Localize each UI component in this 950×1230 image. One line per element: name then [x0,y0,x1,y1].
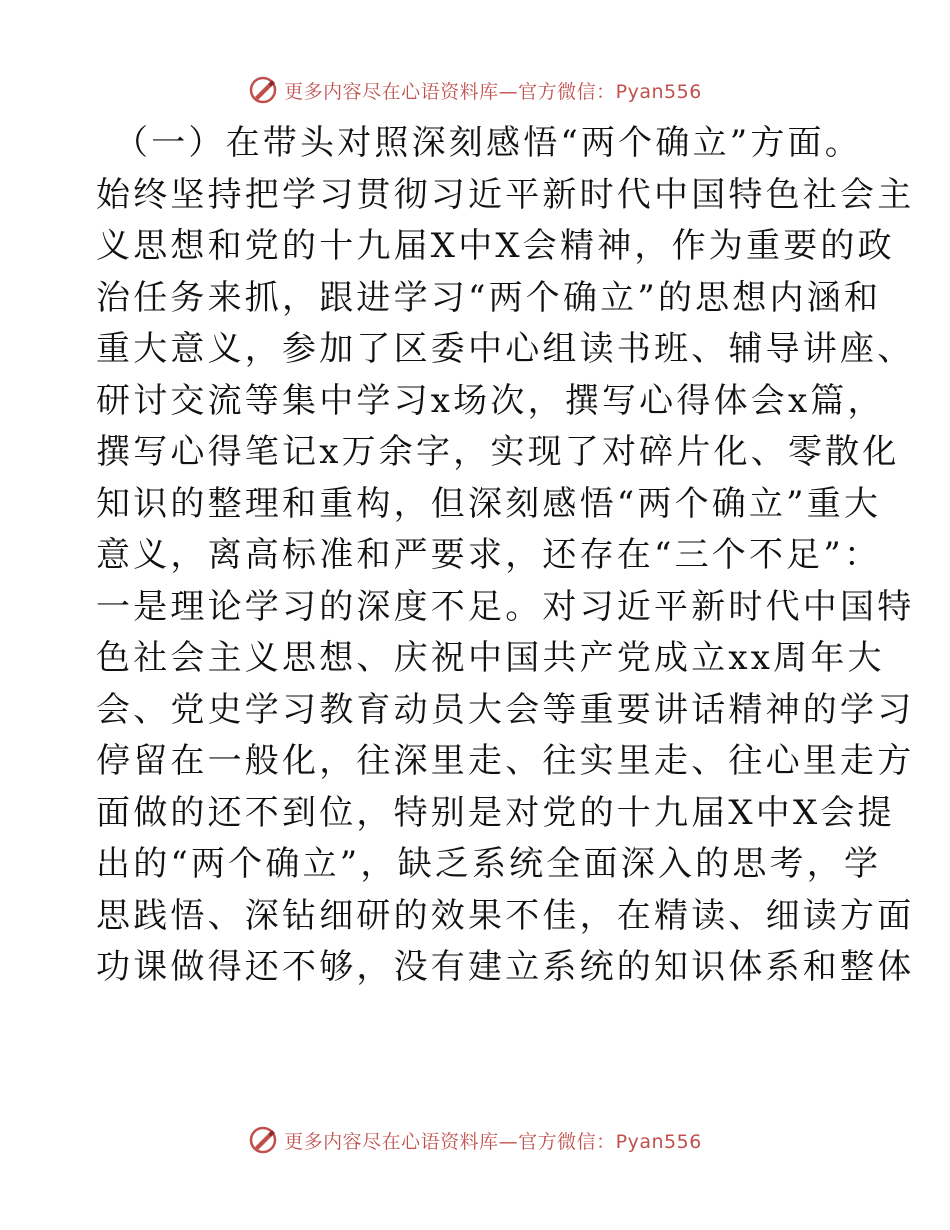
paragraph-line: 意义，离高标准和严要求，还存在“三个不足”： [96,535,882,575]
paragraph-line: 思践悟、深钻细研的效果不佳，在精读、细读方面 [96,895,915,936]
document-body [96,118,915,994]
pen-logo-icon [248,75,278,105]
paragraph-line: 撰写心得笔记x万余字，实现了对碎片化、零散化 [96,432,900,472]
watermark-banner-top [0,70,950,110]
watermark-text: 更多内容尽在心语资料库—官方微信：Pyan556 [284,80,702,103]
watermark-text: 更多内容尽在心语资料库—官方微信：Pyan556 [284,1130,702,1153]
paragraph-line: 功课做得还不够，没有建立系统的知识体系和整体 [96,947,915,987]
paragraph-line: 一是理论学习的深度不足。对习近平新时代中国特 [96,586,915,627]
paragraph-line: 治任务来抓，跟进学习“两个确立”的思想内涵和 [96,277,882,318]
paragraph-line: 停留在一般化，往深里走、往实里走、往心里走方 [96,741,915,781]
paragraph-line: 始终坚持把学习贯彻习近平新时代中国特色社会主 [96,174,915,215]
watermark-banner-bottom [0,1120,950,1160]
paragraph-line: 义思想和党的十九届X中X会精神，作为重要的政 [96,226,895,266]
paragraph-line: 会、党史学习教育动员大会等重要讲话精神的学习 [96,689,915,730]
paragraph-line: 重大意义，参加了区委中心组读书班、辅导讲座、 [96,329,915,369]
pen-logo-icon [248,1125,278,1155]
paragraph-line: 面做的还不到位，特别是对党的十九届X中X会提 [96,792,895,833]
paragraph-line: 出的“两个确立”，缺乏系统全面深入的思考，学 [96,844,882,884]
paragraph-line: 知识的整理和重构，但深刻感悟“两个确立”重大 [96,483,882,524]
section-heading: （一）在带头对照深刻感悟“两个确立”方面。 [114,123,862,163]
paragraph-line: 色社会主义思想、庆祝中国共产党成立xx周年大 [96,638,885,678]
paragraph-line: 研讨交流等集中学习x场次，撰写心得体会x篇， [96,380,885,421]
